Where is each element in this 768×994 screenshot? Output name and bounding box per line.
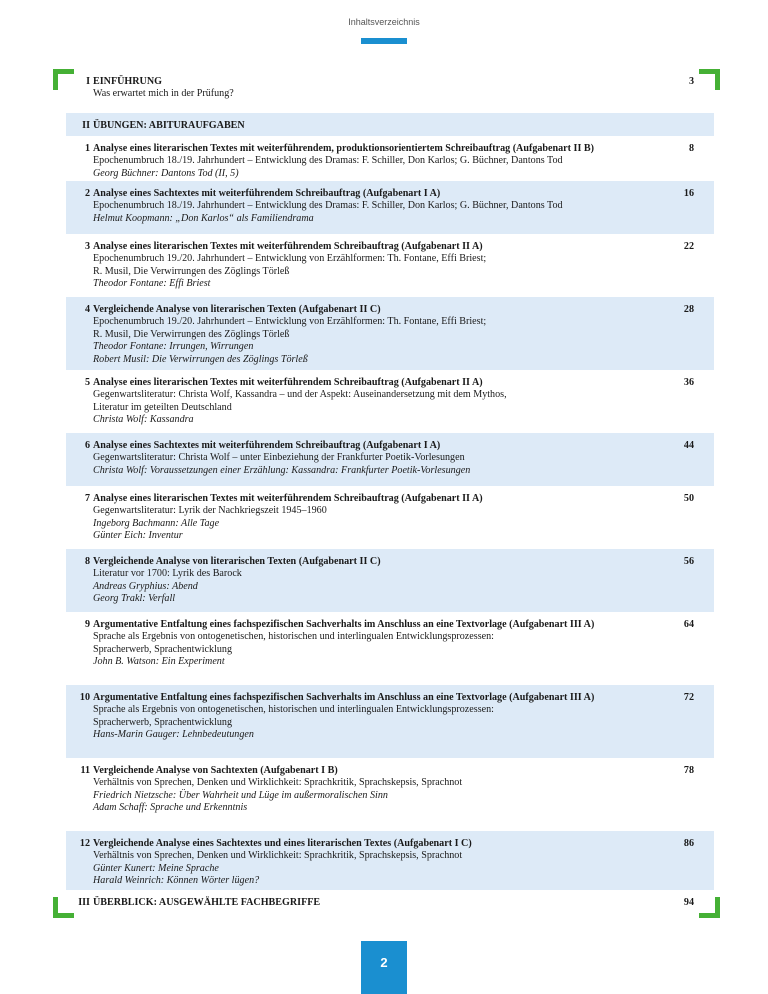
page-number: 56 — [683, 556, 694, 567]
entry-topic-line: Literatur im geteilten Deutschland — [93, 401, 232, 413]
page-number: 44 — [683, 440, 694, 451]
entry-title: Vergleichende Analyse von literarischen Texten (Aufgabenart II C) — [93, 304, 381, 315]
entry-topic-line: Epochenumbruch 19./20. Jahrhundert – Entwicklung von Erzählformen: Th. Fontane, Effi Briest; — [93, 253, 487, 265]
section-subtitle: Was erwartet mich in der Prüfung? — [93, 88, 234, 100]
page-number: 78 — [683, 765, 694, 776]
entry-topic-line: Literatur vor 1700: Lyrik des Barock — [93, 568, 242, 580]
header-accent-bar — [361, 38, 407, 44]
toc-entry-5[interactable] — [66, 370, 714, 433]
entry-number: 10 — [79, 692, 90, 703]
toc-entry-12[interactable] — [66, 831, 714, 890]
entry-topic-line: Epochenumbruch 18./19. Jahrhundert – Entwicklung des Dramas: F. Schiller, Don Karlos; G. Büchner, Dantons Tod — [93, 200, 563, 212]
section-numeral: I — [86, 76, 90, 87]
toc-entry-6[interactable] — [66, 433, 714, 486]
exercise-list — [66, 136, 714, 890]
entry-source-text: John B. Watson: Ein Experiment — [93, 656, 225, 668]
page-number: 3 — [688, 76, 694, 87]
page-number: 72 — [683, 692, 694, 703]
entry-source-text: Robert Musil: Die Verwirrungen des Zöglings Törleß — [93, 353, 308, 365]
entry-number: 5 — [84, 377, 90, 388]
entry-source-text: Hans-Marin Gauger: Lehnbedeutungen — [93, 729, 254, 741]
entry-topic-line: Spracherwerb, Sprachentwicklung — [93, 716, 233, 728]
entry-number: 4 — [84, 304, 90, 315]
toc-entry-8[interactable] — [66, 549, 714, 612]
entry-source-text: Ingeborg Bachmann: Alle Tage — [93, 517, 220, 529]
toc-entry-7[interactable] — [66, 486, 714, 549]
toc-entry-4[interactable] — [66, 297, 714, 370]
entry-number: 7 — [84, 493, 90, 504]
entry-source-text: Günter Eich: Inventur — [93, 530, 183, 542]
page-number: 28 — [683, 304, 694, 315]
entry-title: Analyse eines Sachtextes mit weiterführendem Schreibauftrag (Aufgabenart I A) — [93, 188, 441, 199]
toc-entry-10[interactable] — [66, 685, 714, 758]
entry-number: 11 — [80, 765, 90, 776]
page-number: 16 — [683, 188, 694, 199]
page-number: 36 — [683, 377, 694, 388]
entry-number: 3 — [84, 241, 90, 252]
page-number: 64 — [683, 619, 694, 630]
entry-source-text: Georg Trakl: Verfall — [93, 593, 176, 605]
toc-entry-3[interactable] — [66, 234, 714, 297]
entry-title: Analyse eines Sachtextes mit weiterführendem Schreibauftrag (Aufgabenart I A) — [93, 440, 441, 451]
entry-number: 9 — [84, 619, 90, 630]
page-number-badge: 2 — [361, 941, 407, 994]
entry-topic-line: Gegenwartsliteratur: Christa Wolf – unter Einbeziehung der Frankfurter Poetik-Vorlesungen — [93, 452, 465, 464]
entry-topic-line: Epochenumbruch 19./20. Jahrhundert – Entwicklung von Erzählformen: Th. Fontane, Effi Briest; — [93, 316, 487, 328]
entry-title: Analyse eines literarischen Textes mit weiterführendem, produktionsorientiertem Schreibauftrag (Aufgabenart II B) — [93, 143, 594, 154]
entry-topic-line: Epochenumbruch 18./19. Jahrhundert – Entwicklung des Dramas: F. Schiller, Don Karlos; G. Büchner, Dantons Tod — [93, 155, 563, 167]
running-header: Inhaltsverzeichnis — [348, 17, 420, 27]
entry-title: Vergleichende Analyse von Sachtexten (Aufgabenart I B) — [93, 765, 338, 776]
section-title: ÜBUNGEN: ABITURAUFGABEN — [93, 120, 245, 131]
entry-topic-line: Verhältnis von Sprechen, Denken und Wirklichkeit: Sprachkritik, Sprachskepsis, Sprachnot — [93, 777, 463, 789]
entry-topic-line: Gegenwartsliteratur: Christa Wolf, Kassandra – und der Aspekt: Auseinandersetzung mit dem Mythos, — [93, 389, 507, 401]
toc-section-i[interactable] — [66, 69, 714, 113]
entry-topic-line: Sprache als Ergebnis von ontogenetischen, historischen und interlingualen Entwicklungsprozessen: — [93, 704, 494, 716]
toc-section-iii[interactable] — [66, 890, 714, 916]
entry-title: Vergleichende Analyse von literarischen Texten (Aufgabenart II C) — [93, 556, 381, 567]
entry-topic-line: R. Musil, Die Verwirrungen des Zöglings Törleß — [93, 328, 290, 340]
toc-entry-11[interactable] — [66, 758, 714, 831]
entry-number: 12 — [79, 838, 90, 849]
entry-source-text: Theodor Fontane: Irrungen, Wirrungen — [93, 341, 254, 353]
page-number: 22 — [683, 241, 694, 252]
entry-topic-line: R. Musil, Die Verwirrungen des Zöglings Törleß — [93, 265, 290, 277]
entry-title: Analyse eines literarischen Textes mit weiterführendem Schreibauftrag (Aufgabenart II A) — [93, 241, 483, 252]
section-numeral: II — [82, 120, 90, 131]
entry-source-text: Helmut Koopmann: „Don Karlos“ als Familiendrama — [93, 212, 314, 224]
entry-source-text: Harald Weinrich: Können Wörter lügen? — [93, 875, 260, 887]
entry-number: 2 — [84, 188, 90, 199]
entry-source-text: Andreas Gryphius: Abend — [93, 580, 198, 592]
page-number: 50 — [683, 493, 694, 504]
table-of-contents — [66, 69, 714, 916]
entry-topic-line: Verhältnis von Sprechen, Denken und Wirklichkeit: Sprachkritik, Sprachskepsis, Sprachnot — [93, 850, 463, 862]
section-numeral: III — [78, 897, 90, 908]
entry-source-text: Georg Büchner: Dantons Tod (II, 5) — [93, 167, 239, 179]
section-title: ÜBERBLICK: AUSGEWÄHLTE FACHBEGRIFFE — [93, 897, 321, 908]
entry-title: Vergleichende Analyse eines Sachtextes und eines literarischen Textes (Aufgabenart I C) — [93, 838, 472, 849]
entry-title: Argumentative Entfaltung eines fachspezifischen Sachverhalts im Anschluss an eine Textvorlage (Aufgabenart III A) — [93, 692, 595, 703]
entry-title: Argumentative Entfaltung eines fachspezifischen Sachverhalts im Anschluss an eine Textvorlage (Aufgabenart III A) — [93, 619, 595, 630]
entry-source-text: Christa Wolf: Voraussetzungen einer Erzählung: Kassandra: Frankfurter Poetik-Vorlesungen — [93, 464, 471, 476]
toc-entry-1[interactable] — [66, 136, 714, 181]
entry-source-text: Friedrich Nietzsche: Über Wahrheit und Lüge im außermoralischen Sinn — [93, 789, 388, 801]
entry-source-text: Christa Wolf: Kassandra — [93, 414, 194, 426]
entry-topic-line: Spracherwerb, Sprachentwicklung — [93, 643, 233, 655]
entry-topic-line: Sprache als Ergebnis von ontogenetischen, historischen und interlingualen Entwicklungsprozessen: — [93, 631, 494, 643]
entry-topic-line: Gegenwartsliteratur: Lyrik der Nachkriegszeit 1945–1960 — [93, 505, 327, 517]
entry-number: 1 — [84, 143, 90, 154]
toc-entry-9[interactable] — [66, 612, 714, 685]
toc-section-ii — [66, 113, 714, 136]
entry-title: Analyse eines literarischen Textes mit weiterführendem Schreibauftrag (Aufgabenart II A) — [93, 493, 483, 504]
page-number: 86 — [683, 838, 694, 849]
entry-title: Analyse eines literarischen Textes mit weiterführendem Schreibauftrag (Aufgabenart II A) — [93, 377, 483, 388]
entry-source-text: Günter Kunert: Meine Sprache — [93, 862, 219, 874]
entry-source-text: Theodor Fontane: Effi Briest — [93, 278, 211, 290]
toc-entry-2[interactable] — [66, 181, 714, 234]
entry-number: 6 — [84, 440, 90, 451]
entry-source-text: Adam Schaff: Sprache und Erkenntnis — [93, 802, 248, 814]
page-number: 8 — [688, 143, 694, 154]
entry-number: 8 — [84, 556, 90, 567]
section-title: EINFÜHRUNG — [93, 76, 162, 87]
page-number: 94 — [683, 897, 694, 908]
